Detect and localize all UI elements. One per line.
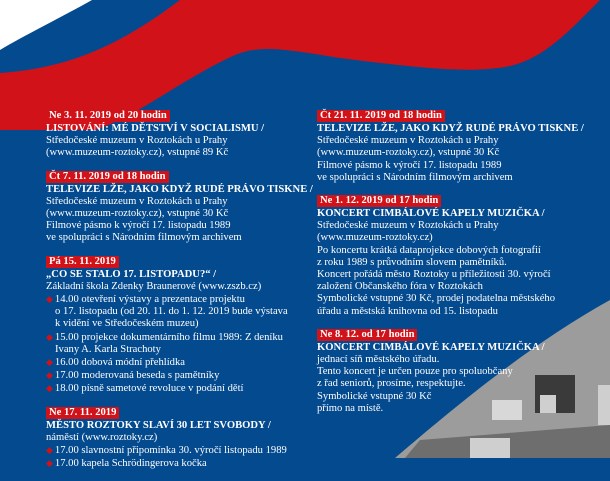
event-title: LISTOVÁNÍ: MÉ DĚTSTVÍ V SOCIALISMU / (46, 123, 265, 134)
event-line: Středočeské muzeum v Roztokách u Prahy (46, 195, 228, 207)
event-title: TELEVIZE LŽE, JAKO KDYŽ RUDÉ PRÁVO TISKNE / (317, 123, 584, 134)
bullet-icon: ◆ (46, 445, 53, 456)
event-title: KONCERT CIMBÁLOVÉ KAPELY MUZIČKA / (317, 208, 545, 220)
event (46, 110, 313, 160)
program-item: ◆ 15.00 projekce dokumentárního filmu 1989: Z deníku (46, 331, 283, 343)
event-date: Ne 1. 12. 2019 od 17 hodin (317, 195, 441, 207)
event-line: (www.muzeum-roztoky.cz), vstupné 89 Kč (46, 147, 229, 159)
event (317, 329, 584, 415)
event-line: (www.muzeum-roztoky.cz) (317, 232, 433, 244)
event-date: Pá 15. 11. 2019 (46, 256, 119, 268)
event (46, 171, 313, 245)
event-line: Středočeské muzeum v Roztokách u Prahy (46, 135, 228, 147)
event (46, 256, 313, 396)
bullet-icon: ◆ (46, 357, 53, 368)
program-item: ◆ 17.00 moderovaná beseda s pamětníky (46, 370, 220, 382)
event-line: jednací síň městského úřadu. (317, 354, 440, 366)
event-line: (www.muzeum-roztoky.cz), vstupné 30 Kč (317, 147, 500, 159)
program-item-cont: k vidění ve Středočeském muzeu) (55, 318, 199, 330)
event-line: Středočeské muzeum v Roztokách u Prahy (317, 135, 499, 147)
event-line: náměstí (www.roztoky.cz) (46, 431, 158, 443)
event-line: Symbolické vstupné 30 Kč (317, 390, 432, 402)
event-title: TELEVIZE LŽE, JAKO KDYŽ RUDÉ PRÁVO TISKNE / (46, 183, 313, 195)
event-line: ve spolupráci s Národním filmovým archivem (46, 232, 242, 244)
bullet-icon: ◆ (46, 294, 53, 305)
event-line: přímo na místě. (317, 402, 384, 414)
left-column (46, 110, 313, 481)
event-line: (www.muzeum-roztoky.cz), vstupné 30 Kč (46, 208, 229, 220)
bullet-icon: ◆ (46, 458, 53, 469)
event-date: Ne 3. 11. 2019 od 20 hodin (46, 110, 170, 122)
event-line: Tento koncert je určen pouze pro spoluobčany (317, 366, 513, 378)
event-line: z řad seniorů, prosíme, respektujte. (317, 378, 466, 390)
event-line: Symbolické vstupné 30 Kč, prodej podatelna městského (317, 293, 556, 305)
bullet-icon: ◆ (46, 370, 53, 381)
program-item: ◆ 17.00 kapela Schrödingerova kočka (46, 458, 207, 470)
event-line: založení Občanského fóra v Roztokách (317, 281, 483, 293)
event-line: Filmové pásmo k výročí 17. listopadu 1989 (317, 159, 502, 171)
event (317, 110, 584, 184)
event (317, 195, 584, 318)
event-title: MĚSTO ROZTOKY SLAVÍ 30 LET SVOBODY / (46, 419, 271, 431)
event-line: ve spolupráci s Národním filmovým archivem (317, 171, 513, 183)
event-line: Po koncertu krátká dataprojekce dobových fotografií (317, 244, 541, 256)
bullet-icon: ◆ (46, 331, 53, 342)
event-title: „CO SE STALO 17. LISTOPADU?“ / (46, 268, 217, 280)
event-line: Filmové pásmo k výročí 17. listopadu 1989 (46, 220, 231, 232)
event-date: Ne 8. 12. od 17 hodin (317, 329, 417, 341)
program-item: ◆ 14.00 otevření výstavy a prezentace projektu (46, 294, 245, 306)
event-line: Koncert pořádá město Roztoky u příležitosti 30. výročí (317, 269, 551, 281)
right-column (317, 110, 584, 426)
program-item: ◆ 16.00 dobová módní přehlídka (46, 357, 185, 369)
program-item: ◆ 18.00 písně sametové revoluce v podání dětí (46, 383, 244, 395)
event-title: KONCERT CIMBÁLOVÉ KAPELY MUZIČKA / (317, 341, 545, 353)
event-date: Čt 21. 11. 2019 od 18 hodin (317, 110, 445, 122)
event-line: z roku 1989 s průvodním slovem pamětníků. (317, 256, 507, 268)
event-line: Středočeské muzeum v Roztokách u Prahy (317, 220, 499, 232)
event (46, 407, 313, 471)
event-line: Základní škola Zdenky Braunerové (www.zszb.cz) (46, 280, 262, 292)
event-date: Čt 7. 11. 2019 od 18 hodin (46, 171, 169, 183)
event-line: úřadu a městská knihovna od 15. listopadu (317, 305, 498, 317)
program-item: ◆ 17.00 slavnostní připomínka 30. výročí listopadu 1989 (46, 445, 287, 457)
bullet-icon: ◆ (46, 383, 53, 394)
program-item-cont: Ivany A. Karla Strachoty (55, 343, 161, 355)
program-item-cont: o 17. listopadu (od 20. 11. do 1. 12. 2019 bude výstava (55, 306, 288, 318)
event-date: Ne 17. 11. 2019 (46, 407, 119, 419)
